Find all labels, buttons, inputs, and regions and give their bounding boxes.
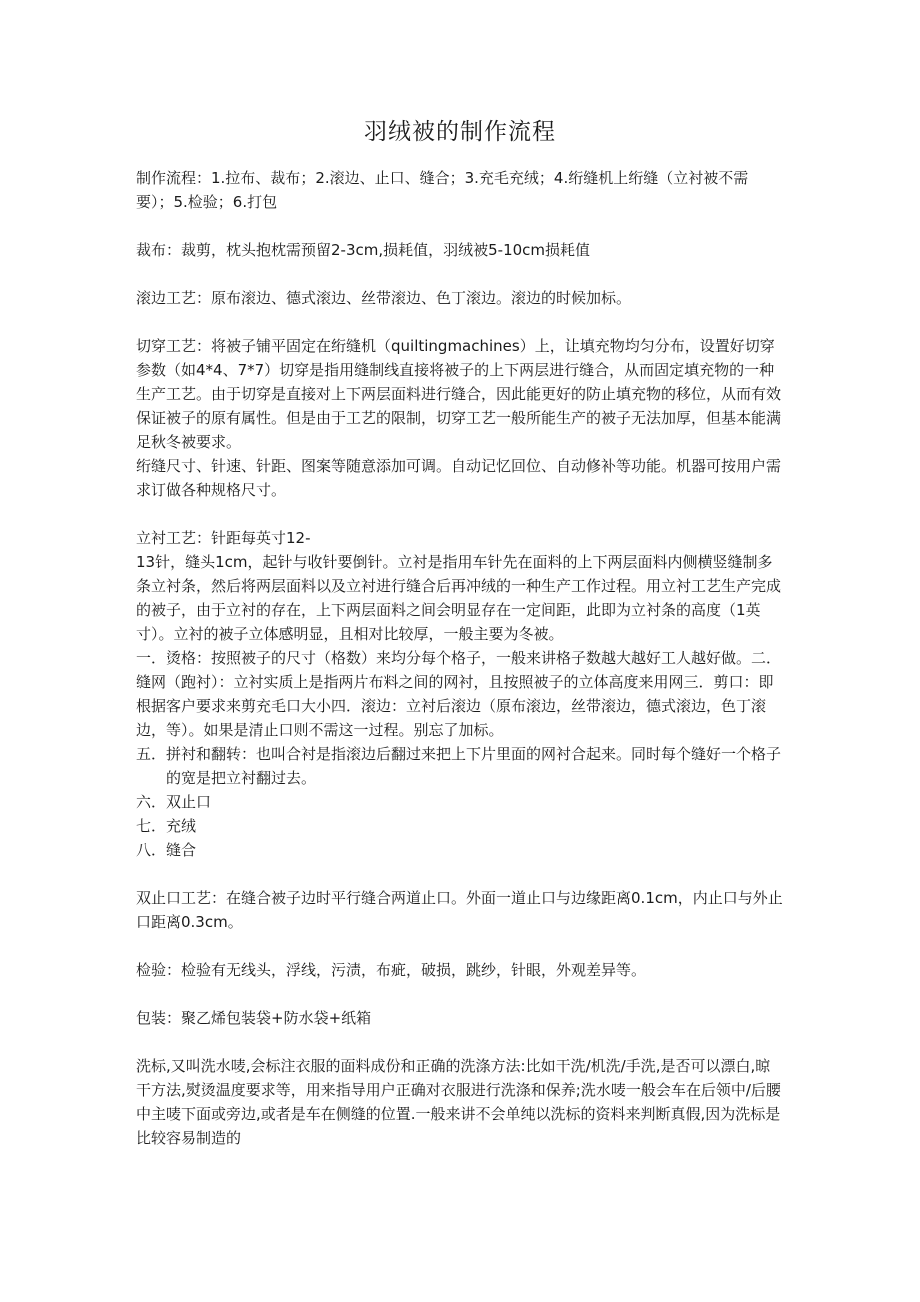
paragraph-double-seam: 双止口工艺：在缝合被子边时平行缝合两道止口。外面一道止口与边缘距离0.1cm，内止口与外止口距离0.3cm。 bbox=[136, 889, 783, 931]
paragraph-quilting-extra: 绗缝尺寸、针速、针距、图案等随意添加可调。自动记忆回位、自动修补等功能。机器可按用户需求订做各种规格尺寸。 bbox=[136, 457, 782, 499]
paragraph-steps-1-4: 一．烫格：按照被子的尺寸（格数）来均分每个格子，一般来讲格子数越大越好工人越好做。二．缝网（跑衬）：立衬实质上是指两片布料之间的网衬，且按照被子的立体高度来用网三．剪口：即根据客户要求来剪充毛口大小四．滚边：立衬后滚边（原布滚边，丝带滚边，德式滚边，色丁滚边，等）。如果是清止口则不需这一过程。别忘了加标。 bbox=[136, 649, 782, 739]
list-item-step-7: 七．充绒 bbox=[136, 817, 197, 835]
paragraph-process: 制作流程：1.拉布、裁布；2.滚边、止口、缝合；3.充毛充绒；4.绗缝机上绗缝（立衬被不需要）；5.检验；6.打包 bbox=[136, 169, 749, 211]
paragraph-inspection: 检验：检验有无线头，浮线，污渍，布疵，破损，跳纱，针眼，外观差异等。 bbox=[136, 961, 647, 979]
document-page bbox=[136, 112, 784, 1150]
paragraph-quilting: 切穿工艺：将被子铺平固定在绗缝机（quiltingmachines）上，让填充物均匀分布，设置好切穿参数（如4*4、7*7）切穿是指用缝制线直接将被子的上下两层进行缝合，从而固定填充物的一种生产工艺。由于切穿是直接对上下两层面料进行缝合，因此能更好的防止填充物的移位，从而有效保证被子的原有属性。但是由于工艺的限制，切穿工艺一般所能生产的被子无法加厚，但基本能满足秋冬被要求。 bbox=[136, 337, 782, 451]
paragraph-binding: 滚边工艺：原布滚边、德式滚边、丝带滚边、色丁滚边。滚边的时候加标。 bbox=[136, 289, 632, 307]
paragraph-packing: 包装：聚乙烯包装袋+防水袋+纸箱 bbox=[136, 1009, 372, 1027]
paragraph-baffle-heading: 立衬工艺：针距每英寸12- bbox=[136, 529, 311, 547]
document-title: 羽绒被的制作流程 bbox=[364, 119, 556, 145]
paragraph-cutting: 裁布：裁剪，枕头抱枕需预留2-3cm,损耗值，羽绒被5-10cm损耗值 bbox=[136, 241, 591, 259]
paragraph-care-label: 洗标,又叫洗水唛,会标注衣服的面料成份和正确的洗涤方法:比如干洗/机洗/手洗,是否可以漂白,晾干方法,熨烫温度要求等，用来指导用户正确对衣服进行洗涤和保养;洗水唛一般会车在后领中/后腰中主唛下面或旁边,或者是车在侧缝的位置.一般来讲不会单纯以洗标的资料来判断真假,因为洗标是比较容易制造的 bbox=[136, 1057, 781, 1147]
list-item-step-6: 六．双止口 bbox=[136, 793, 212, 811]
list-item-step-8: 八．缝合 bbox=[136, 841, 197, 859]
list-item-step-5: 五．拼衬和翻转：也叫合衬是指滚边后翻过来把上下片里面的网衬合起来。同时每个缝好一个格子的宽是把立衬翻过去。 bbox=[136, 745, 782, 787]
paragraph-baffle-body: 13针，缝头1cm，起针与收针要倒针。立衬是指用车针先在面料的上下两层面料内侧横竖缝制多条立衬条，然后将两层面料以及立衬进行缝合后再冲绒的一种生产工作过程。用立衬工艺生产完成的被子，由于立衬的存在，上下两层面料之间会明显存在一定间距，此即为立衬条的高度（1英寸）。立衬的被子立体感明显，且相对比较厚，一般主要为冬被。 bbox=[136, 553, 782, 643]
